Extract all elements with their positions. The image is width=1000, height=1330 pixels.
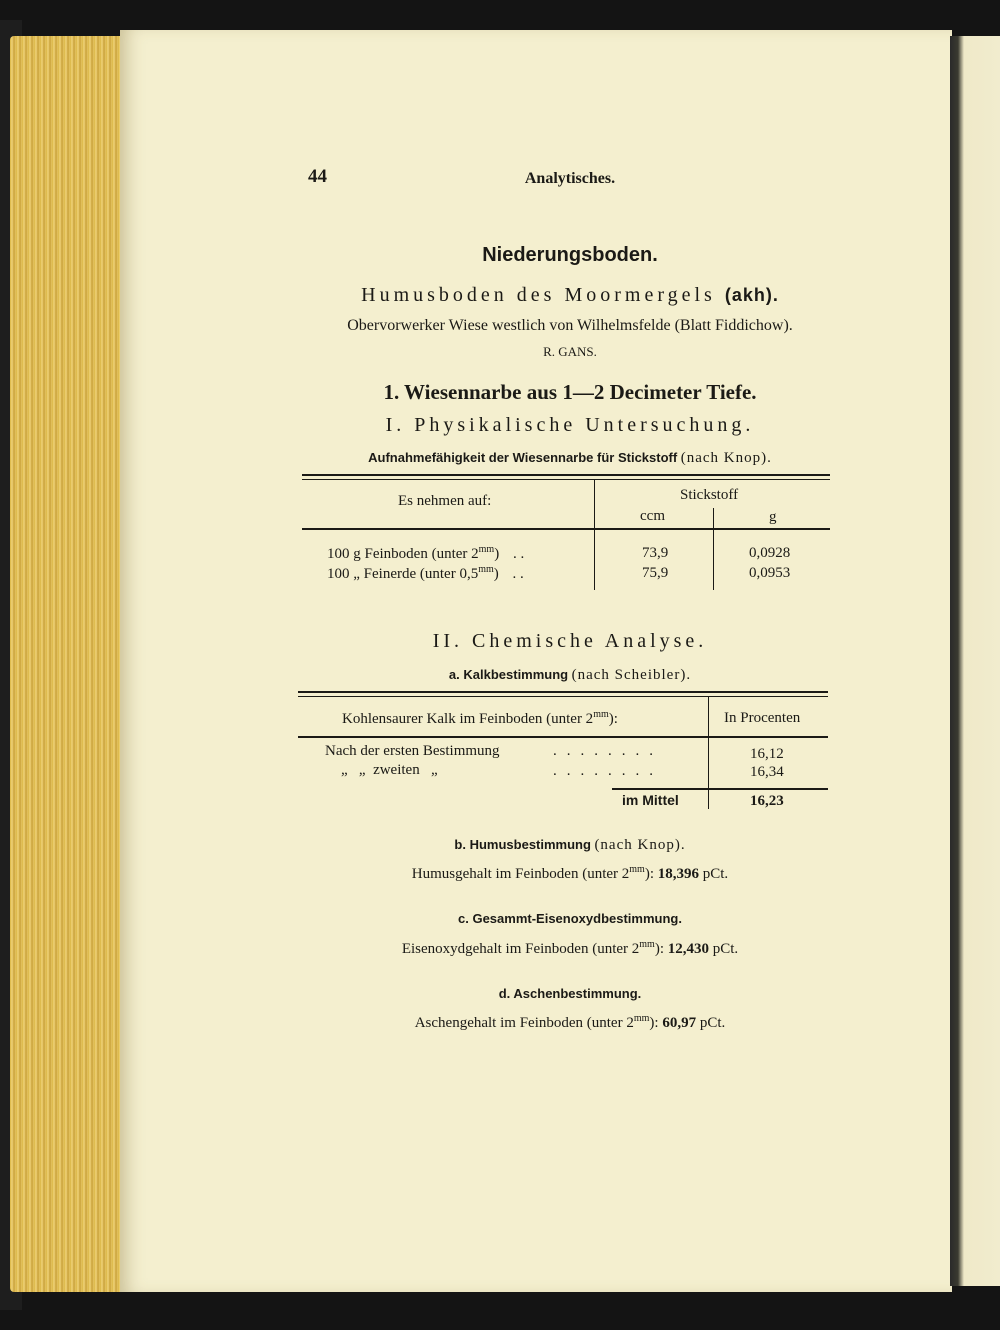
row-g: 0,0928 bbox=[749, 545, 791, 561]
line-unit-pct: pCt. bbox=[699, 1015, 726, 1031]
table1-caption bbox=[0, 450, 1000, 467]
line-unit: mm bbox=[629, 864, 645, 875]
subsection-d-bold: d. Aschenbestimmung. bbox=[498, 986, 642, 1001]
table-row-dots: ........ bbox=[553, 743, 663, 759]
mean-value: 16,23 bbox=[750, 793, 784, 809]
table2-top-rule bbox=[298, 691, 828, 693]
table1-caption-bold: Aufnahmefähigkeit der Wiesennarbe für Stickstoff bbox=[368, 450, 678, 465]
next-page-edge bbox=[950, 36, 1000, 1286]
line-text: Humusgehalt im Feinboden (unter 2 bbox=[411, 866, 630, 882]
section-physical: I. Physikalische Untersuchung. bbox=[385, 414, 755, 436]
table1-head-rule bbox=[302, 528, 830, 530]
row-unit: mm bbox=[478, 544, 495, 555]
row-close: ) bbox=[493, 566, 499, 582]
subsection-a bbox=[0, 667, 1000, 684]
row-dots: . . bbox=[512, 566, 524, 582]
table-row bbox=[327, 564, 524, 583]
humus-line bbox=[0, 864, 1000, 883]
table1-col-divider bbox=[594, 480, 595, 590]
table2-sum-rule bbox=[612, 788, 828, 790]
line-unit-pct: pCt. bbox=[702, 866, 729, 882]
section-chemical: II. Chemische Analyse. bbox=[432, 630, 708, 652]
line-close: ): bbox=[644, 866, 654, 882]
row-label: 100 „ Feinerde (unter 0,5 bbox=[327, 566, 479, 582]
row-label: 100 g Feinboden (unter 2 bbox=[327, 546, 479, 562]
page-number: 44 bbox=[308, 166, 327, 187]
line-value: 18,396 bbox=[657, 866, 699, 882]
head-text: Kohlensaurer Kalk im Feinboden (unter 2 bbox=[342, 711, 594, 727]
table2-col-divider bbox=[708, 697, 709, 809]
running-title: Analytisches. bbox=[524, 170, 616, 187]
book-page-edges bbox=[10, 36, 128, 1292]
table1-caption-rest: (nach Knop). bbox=[680, 450, 772, 466]
soil-code: (akh). bbox=[724, 285, 779, 305]
table2-top-rule-thin bbox=[298, 696, 828, 697]
table-row bbox=[327, 544, 524, 563]
soil-title bbox=[0, 284, 1000, 307]
ash-line bbox=[0, 1013, 1000, 1032]
table1-col-divider-2 bbox=[713, 508, 714, 590]
line-value: 60,97 bbox=[662, 1015, 697, 1031]
line-text: Eisenoxydgehalt im Feinboden (unter 2 bbox=[401, 941, 640, 957]
table-row-dots: ........ bbox=[553, 763, 663, 779]
table1-head-ccm: ccm bbox=[640, 508, 665, 524]
subsection-a-bold: a. Kalkbestimmung bbox=[448, 667, 569, 682]
line-close: ): bbox=[654, 941, 664, 957]
line-text: Aschengehalt im Feinboden (unter 2 bbox=[414, 1015, 634, 1031]
line-unit: mm bbox=[639, 939, 655, 950]
row-close: ) bbox=[494, 546, 500, 562]
book-page bbox=[120, 30, 952, 1292]
table1-head-g: g bbox=[769, 509, 777, 525]
table-row-label: „ „ zweiten „ bbox=[341, 762, 438, 778]
subsection-d bbox=[0, 986, 1000, 1003]
subsection-b-rest: (nach Knop). bbox=[594, 837, 686, 853]
table2-head-rule bbox=[298, 736, 828, 738]
main-title: Niederungsboden. bbox=[482, 244, 658, 266]
location-line: Obervorwerker Wiese westlich von Wilhelmsfelde (Blatt Fiddichow). bbox=[347, 317, 793, 334]
subsection-a-rest: (nach Scheibler). bbox=[571, 667, 692, 683]
row-unit: mm bbox=[478, 564, 494, 575]
head-close: ): bbox=[608, 711, 618, 727]
line-close: ): bbox=[649, 1015, 659, 1031]
table-row-value: 16,34 bbox=[750, 764, 784, 780]
table-row-label: Nach der ersten Bestimmung bbox=[325, 743, 500, 759]
table-row-value: 16,12 bbox=[750, 746, 784, 762]
table1-top-rule-thin bbox=[302, 479, 830, 480]
subsection-c-bold: c. Gesammt-Eisenoxydbestimmung. bbox=[458, 911, 682, 926]
head-unit: mm bbox=[593, 709, 609, 720]
iron-oxide-line bbox=[0, 939, 1000, 958]
line-unit-pct: pCt. bbox=[712, 941, 739, 957]
table1-head-group: Stickstoff bbox=[680, 487, 739, 503]
author: R. GANS. bbox=[543, 344, 597, 359]
layer-heading: 1. Wiesennarbe aus 1—2 Decimeter Tiefe. bbox=[383, 380, 757, 404]
table2-head-right: In Procenten bbox=[724, 710, 801, 726]
table1-head-left: Es nehmen auf: bbox=[398, 493, 492, 509]
soil-name: Humusboden des Moormergels bbox=[361, 284, 716, 306]
row-ccm: 75,9 bbox=[642, 565, 669, 581]
subsection-b bbox=[0, 837, 1000, 854]
line-value: 12,430 bbox=[667, 941, 709, 957]
row-g: 0,0953 bbox=[749, 565, 791, 581]
subsection-c bbox=[0, 911, 1000, 928]
table1-top-rule bbox=[302, 474, 830, 476]
line-unit: mm bbox=[633, 1013, 650, 1024]
subsection-b-bold: b. Humusbestimmung bbox=[454, 837, 591, 852]
row-dots: . . bbox=[512, 546, 525, 562]
table2-head-left bbox=[342, 709, 618, 728]
mean-label: im Mittel bbox=[622, 792, 679, 808]
row-ccm: 73,9 bbox=[642, 545, 669, 561]
